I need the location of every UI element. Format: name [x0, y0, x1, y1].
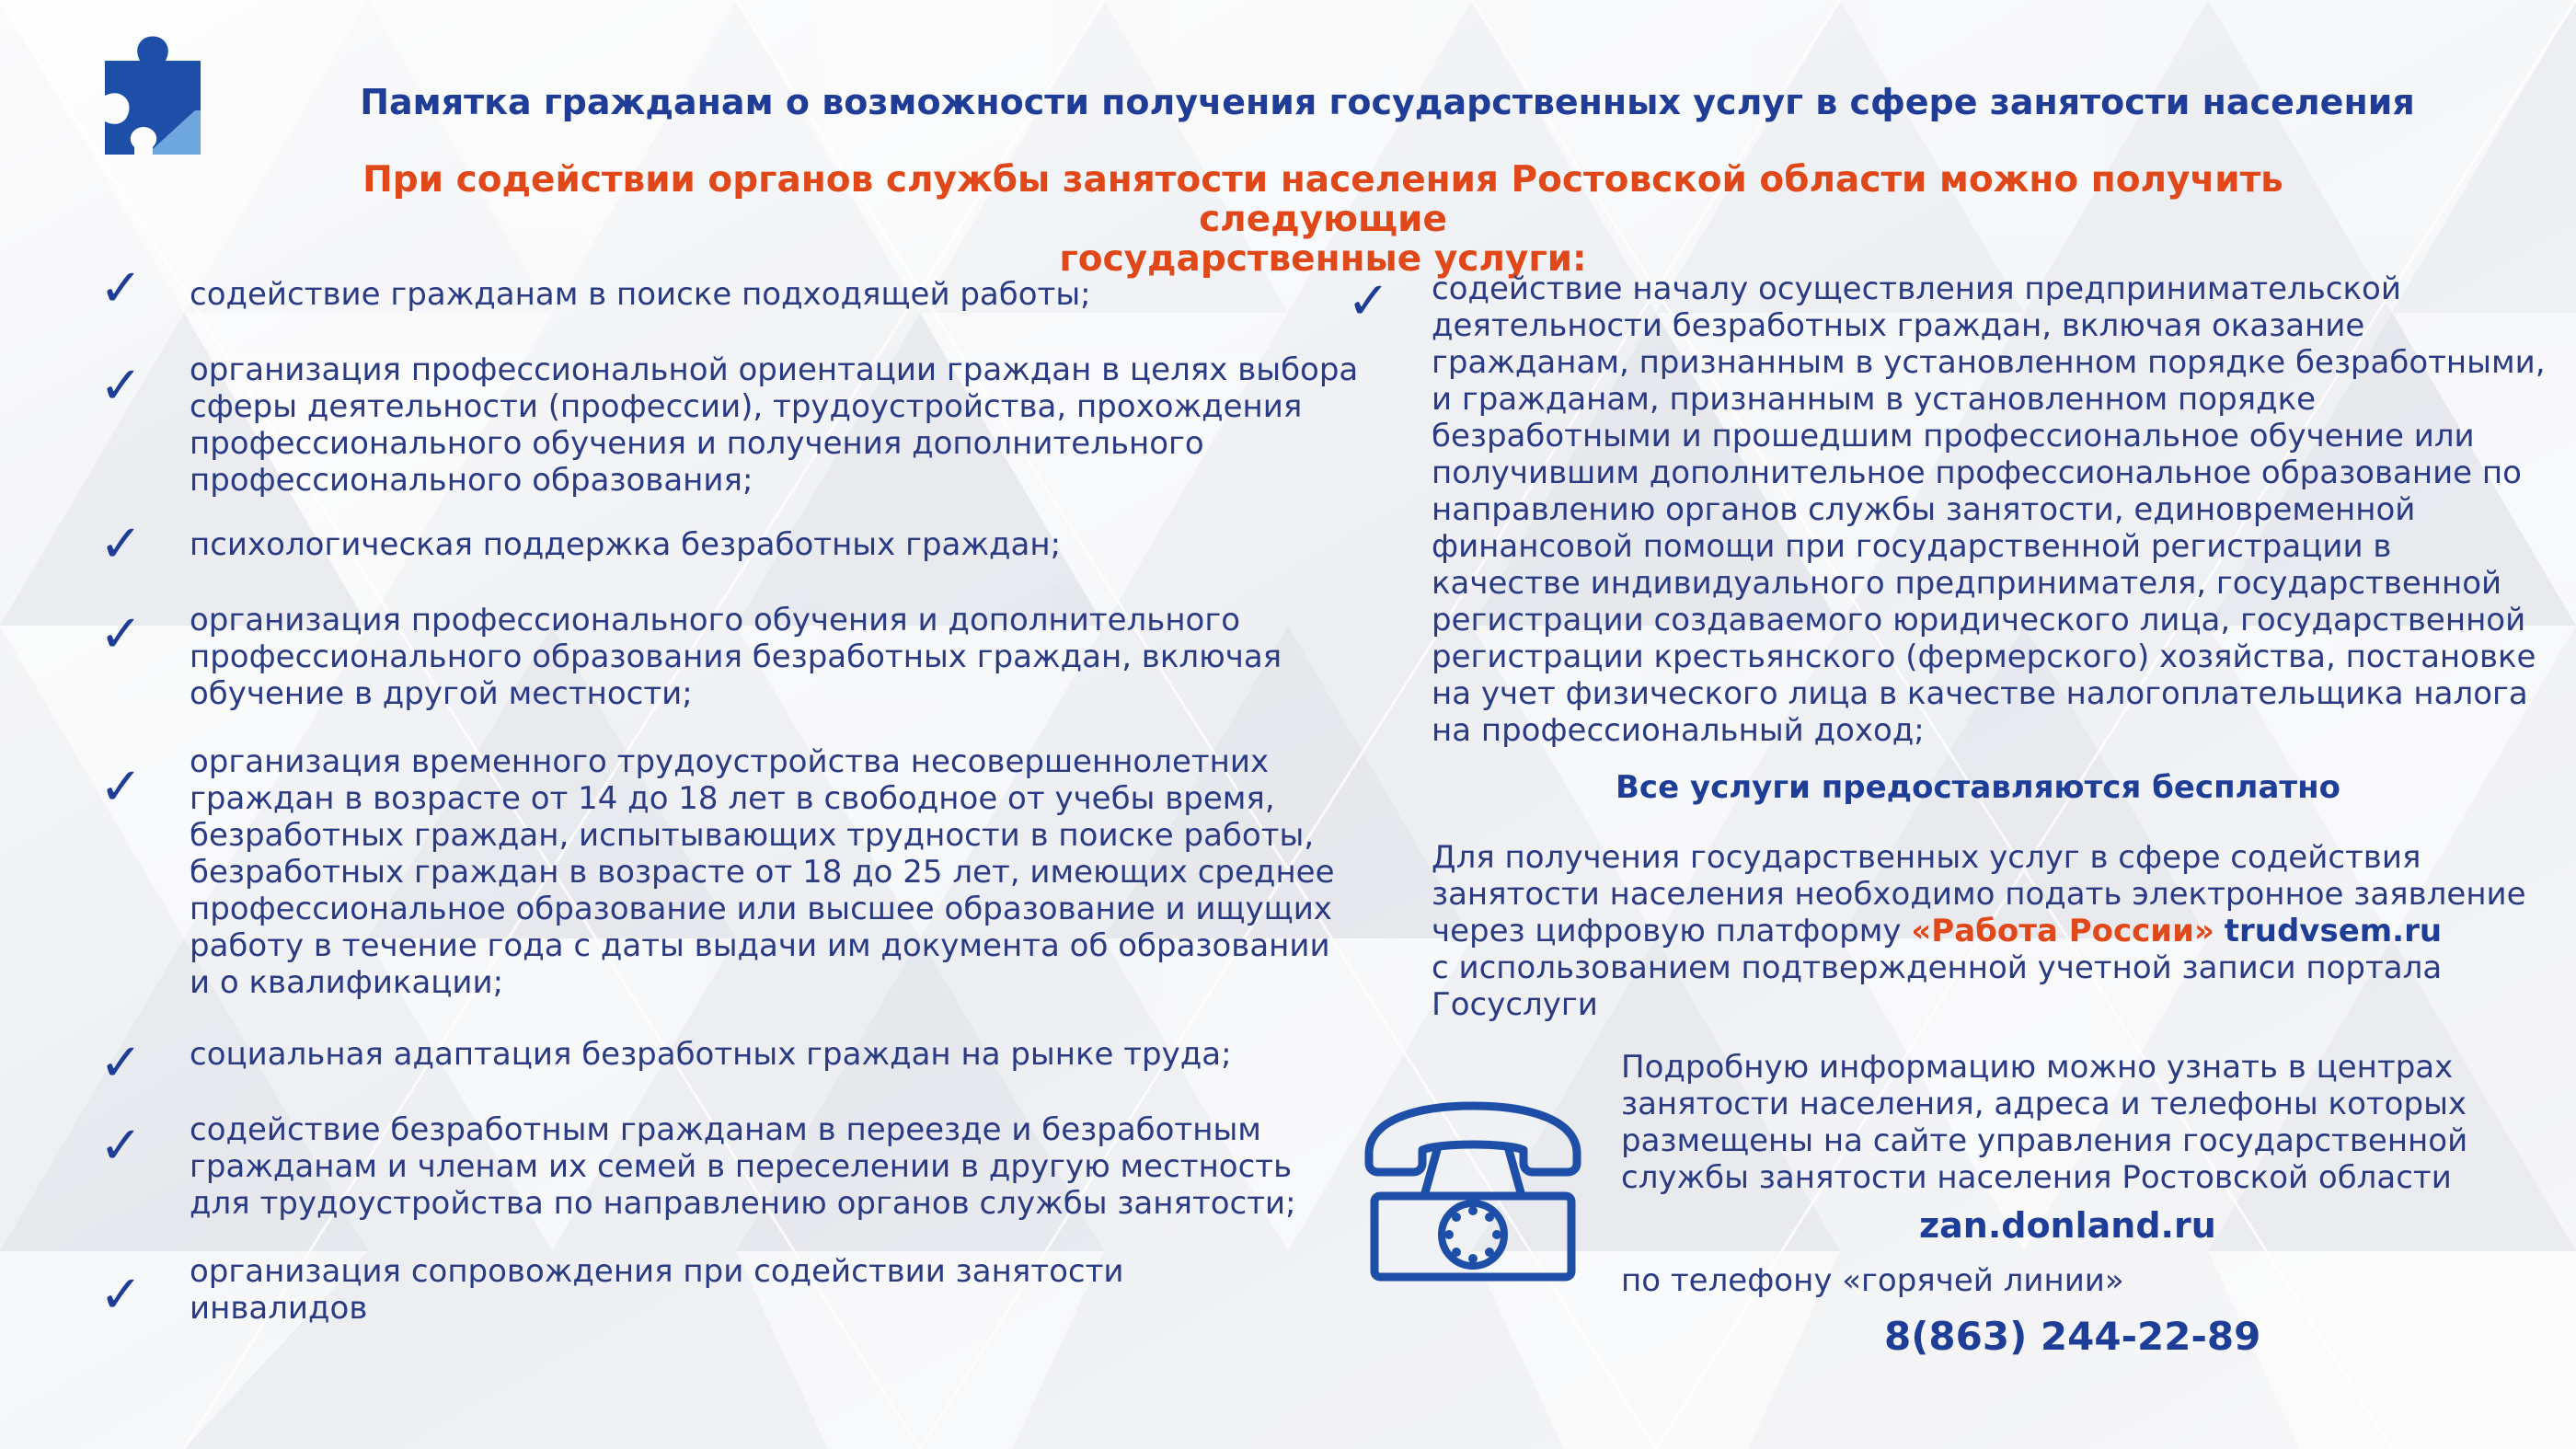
- list-item-line: содействие началу осуществления предпринимательской: [1432, 270, 2401, 307]
- website-link[interactable]: zan.donland.ru: [1919, 1205, 2216, 1246]
- list-item-line: на учет физического лица в качестве налогоплательщика налога: [1432, 675, 2528, 712]
- list-item-line: для трудоустройства по направлению органов службы занятости;: [190, 1185, 1296, 1222]
- list-item-line: работу в течение года с даты выдачи им документа об образовании: [190, 927, 1330, 964]
- platform-link[interactable]: trudvsem.ru: [2224, 913, 2443, 949]
- list-item-line: содействие гражданам в поиске подходящей работы;: [190, 276, 1091, 313]
- list-item: [190, 276, 1091, 313]
- list-item-line: организация профессиональной ориентации граждан в целях выбора: [190, 351, 1359, 388]
- list-item-line: сферы деятельности (профессии), трудоустройства, прохождения: [190, 388, 1303, 425]
- page-title: Памятка гражданам о возможности получения государственных услуг в сфере занятости населения: [360, 82, 2415, 122]
- check-icon: ✓: [99, 1116, 143, 1176]
- instruction-line: Для получения государственных услуг в сфере содействия: [1432, 839, 2421, 876]
- list-item-line: инвалидов: [190, 1290, 368, 1327]
- list-item: [190, 526, 1061, 563]
- list-item-line: регистрации крестьянского (фермерского) хозяйства, постановке: [1432, 638, 2536, 675]
- subtitle-line: государственные услуги:: [1059, 238, 1587, 280]
- telephone-icon: [1360, 1100, 1586, 1284]
- contact-info: [1621, 1049, 2467, 1196]
- check-icon: ✓: [99, 259, 143, 318]
- list-item-line: на профессиональный доход;: [1432, 712, 1925, 749]
- page-subtitle: [237, 160, 2409, 279]
- list-item-line: и гражданам, признанным в установленном порядке: [1432, 381, 2317, 418]
- instruction-line: [1432, 913, 2526, 949]
- list-item-line: содействие безработным гражданам в переезде и безработным: [190, 1111, 1261, 1148]
- list-item-line: профессионального образования;: [190, 462, 753, 499]
- list-item-line: деятельности безработных граждан, включая оказание: [1432, 307, 2365, 344]
- contact-line: занятости населения, адреса и телефоны которых: [1621, 1086, 2467, 1122]
- list-item-line: безработных граждан, испытывающих трудности в поиске работы,: [190, 817, 1315, 854]
- free-services-notice: Все услуги предоставляются бесплатно: [1616, 769, 2340, 806]
- list-item: [190, 1253, 1123, 1327]
- check-icon: ✓: [99, 1265, 143, 1325]
- list-item: [190, 351, 1358, 499]
- list-item-line: организация временного трудоустройства несовершеннолетних: [190, 743, 1270, 780]
- check-icon: ✓: [99, 356, 143, 416]
- list-item: [190, 1111, 1296, 1222]
- instruction-text: через цифровую платформу: [1432, 913, 1912, 949]
- list-item: [190, 602, 1282, 712]
- hotline-label: по телефону «горячей линии»: [1621, 1262, 2124, 1299]
- list-item-line: социальная адаптация безработных граждан на рынке труда;: [190, 1036, 1232, 1073]
- hotline-phone[interactable]: 8(863) 244-22-89: [1884, 1314, 2261, 1359]
- instruction-line: с использованием подтвержденной учетной записи портала: [1432, 949, 2443, 986]
- list-item-line: регистрации создаваемого юридического лица, государственной: [1432, 602, 2526, 638]
- list-item-line: гражданам, признанным в установленном порядке безработными,: [1432, 344, 2546, 381]
- list-item-line: граждан в возрасте от 14 до 18 лет в свободное от учебы время,: [190, 780, 1275, 817]
- list-item-line: обучение в другой местности;: [190, 675, 693, 712]
- list-item-line: организация профессионального обучения и дополнительного: [190, 602, 1241, 638]
- list-item-line: профессионального образования безработных граждан, включая: [190, 638, 1282, 675]
- check-icon: ✓: [99, 604, 143, 664]
- list-item-line: безработными и прошедшим профессиональное обучение или: [1432, 418, 2475, 454]
- list-item: [190, 743, 1335, 1001]
- list-item-line: организация сопровождения при содействии занятости: [190, 1253, 1124, 1290]
- list-item-line: гражданам и членам их семей в переселении в другую местность: [190, 1148, 1293, 1185]
- platform-name: «Работа России»: [1911, 913, 2214, 949]
- puzzle-piece-icon: [99, 26, 206, 164]
- list-item-line: направлению органов службы занятости, единовременной: [1432, 491, 2416, 528]
- contact-line: службы занятости населения Ростовской области: [1621, 1159, 2452, 1196]
- list-item-line: профессионального обучения и получения дополнительного: [190, 425, 1204, 462]
- instruction-line: занятости населения необходимо подать электронное заявление: [1432, 876, 2526, 913]
- check-icon: ✓: [99, 757, 143, 817]
- check-icon: ✓: [99, 1033, 143, 1093]
- list-item: [190, 1036, 1232, 1073]
- check-icon: ✓: [99, 514, 143, 574]
- check-icon: ✓: [1347, 271, 1390, 331]
- list-item: [1432, 270, 2546, 749]
- list-item-line: качестве индивидуального предпринимателя, государственной: [1432, 565, 2502, 602]
- contact-line: размещены на сайте управления государственной: [1621, 1122, 2468, 1159]
- contact-line: Подробную информацию можно узнать в центрах: [1621, 1049, 2454, 1086]
- list-item-line: психологическая поддержка безработных граждан;: [190, 526, 1062, 563]
- list-item-line: безработных граждан в возрасте от 18 до 25 лет, имеющих среднее: [190, 854, 1335, 891]
- application-instructions: [1432, 839, 2526, 1023]
- list-item-line: финансовой помощи при государственной регистрации в: [1432, 528, 2392, 565]
- list-item-line: получившим дополнительное профессиональное образование по: [1432, 454, 2522, 491]
- instruction-line: Госуслуги: [1432, 986, 1598, 1023]
- list-item-line: профессиональное образование или высшее образование и ищущих: [190, 891, 1332, 927]
- list-item-line: и о квалификации;: [190, 964, 504, 1001]
- subtitle-line: При содействии органов службы занятости населения Ростовской области можно получить следующие: [362, 159, 2283, 240]
